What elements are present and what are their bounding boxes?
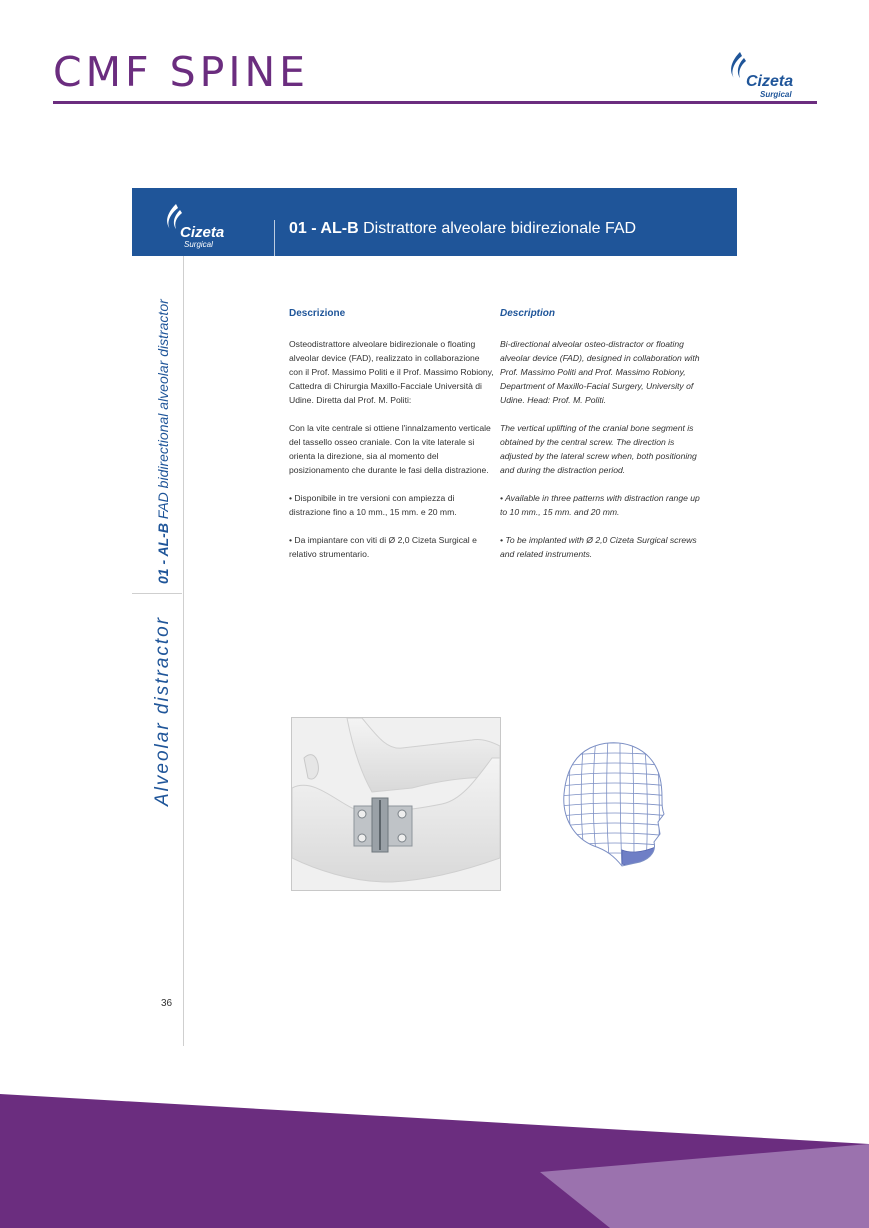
banner-name: Distrattore alveolare bidirezionale FAD bbox=[363, 220, 637, 237]
sidebar-rule bbox=[183, 256, 184, 1046]
banner-divider bbox=[274, 220, 275, 256]
english-paragraph-3: • Available in three patterns with distraction range up to 10 mm., 15 mm. and 20 mm. bbox=[500, 493, 700, 517]
sidebar-product-code: 01 - AL-B bbox=[155, 523, 171, 584]
banner-logo-text: Cizeta bbox=[180, 224, 225, 241]
header-rule bbox=[53, 101, 817, 104]
italian-column bbox=[289, 307, 494, 575]
page-title: CMF SPINE bbox=[53, 48, 310, 96]
sidebar-section-label: Alveolar distractor bbox=[152, 615, 173, 806]
cizeta-logo-icon bbox=[162, 201, 242, 251]
page-number: 36 bbox=[161, 998, 173, 1009]
italian-paragraph-3: • Disponibile in tre versioni con ampiezza di distrazione fino a 10 mm., 15 mm. e 20 mm. bbox=[289, 493, 457, 517]
head-wireframe-icon bbox=[560, 738, 670, 868]
footer-band bbox=[0, 1080, 869, 1228]
italian-paragraph-4: • Da impiantare con viti di Ø 2,0 Cizeta Surgical e relativo strumentario. bbox=[289, 535, 477, 559]
logo-text: Cizeta bbox=[746, 73, 794, 90]
sidebar-product-name: FAD bidirectional alveolar distractor bbox=[155, 299, 171, 520]
sidebar-product-label bbox=[155, 299, 171, 584]
english-paragraph-4: • To be implanted with Ø 2,0 Cizeta Surgical screws and related instruments. bbox=[500, 535, 697, 559]
banner-code: 01 - AL-B bbox=[289, 220, 359, 237]
banner-logo-subtext: Surgical bbox=[184, 240, 213, 249]
italian-paragraph-1: Osteodistrattore alveolare bidirezionale o floating alveolar device (FAD), realizzato in collaborazione con il Prof. Massimo Politi e il Prof. Massimo Robiony, Cattedra di Chirurgia Maxillo-Facciale Università di Udine. Diretta dal Prof. M. Politi: bbox=[289, 339, 494, 405]
english-column bbox=[500, 307, 705, 575]
english-paragraph-2: The vertical uplifting of the cranial bone segment is obtained by the central screw. The direction is adjusted by the lateral screw when, both positioning and during the distraction period. bbox=[500, 423, 697, 475]
italian-paragraph-2: Con la vite centrale si ottiene l'innalzamento verticale del tassello osseo craniale. Con la vite laterale si orienta la direzione, sia al momento del posizionamento che durante le fasi della distrazione. bbox=[289, 423, 491, 475]
product-photo bbox=[291, 717, 501, 891]
italian-heading: Descrizione bbox=[289, 308, 346, 319]
english-heading: Description bbox=[500, 308, 556, 319]
cizeta-logo-icon bbox=[726, 48, 810, 100]
sidebar-separator bbox=[132, 593, 182, 594]
english-paragraph-1: Bi-directional alveolar osteo-distractor or floating alveolar device (FAD), designed in collaboration with Prof. Massimo Politi and Prof. Massimo Robiony, Department of Maxillo-Facial Surgery, University of Udine. Head: Prof. M. Politi. bbox=[500, 339, 700, 405]
banner-title bbox=[289, 220, 636, 238]
logo-subtext: Surgical bbox=[760, 90, 792, 99]
